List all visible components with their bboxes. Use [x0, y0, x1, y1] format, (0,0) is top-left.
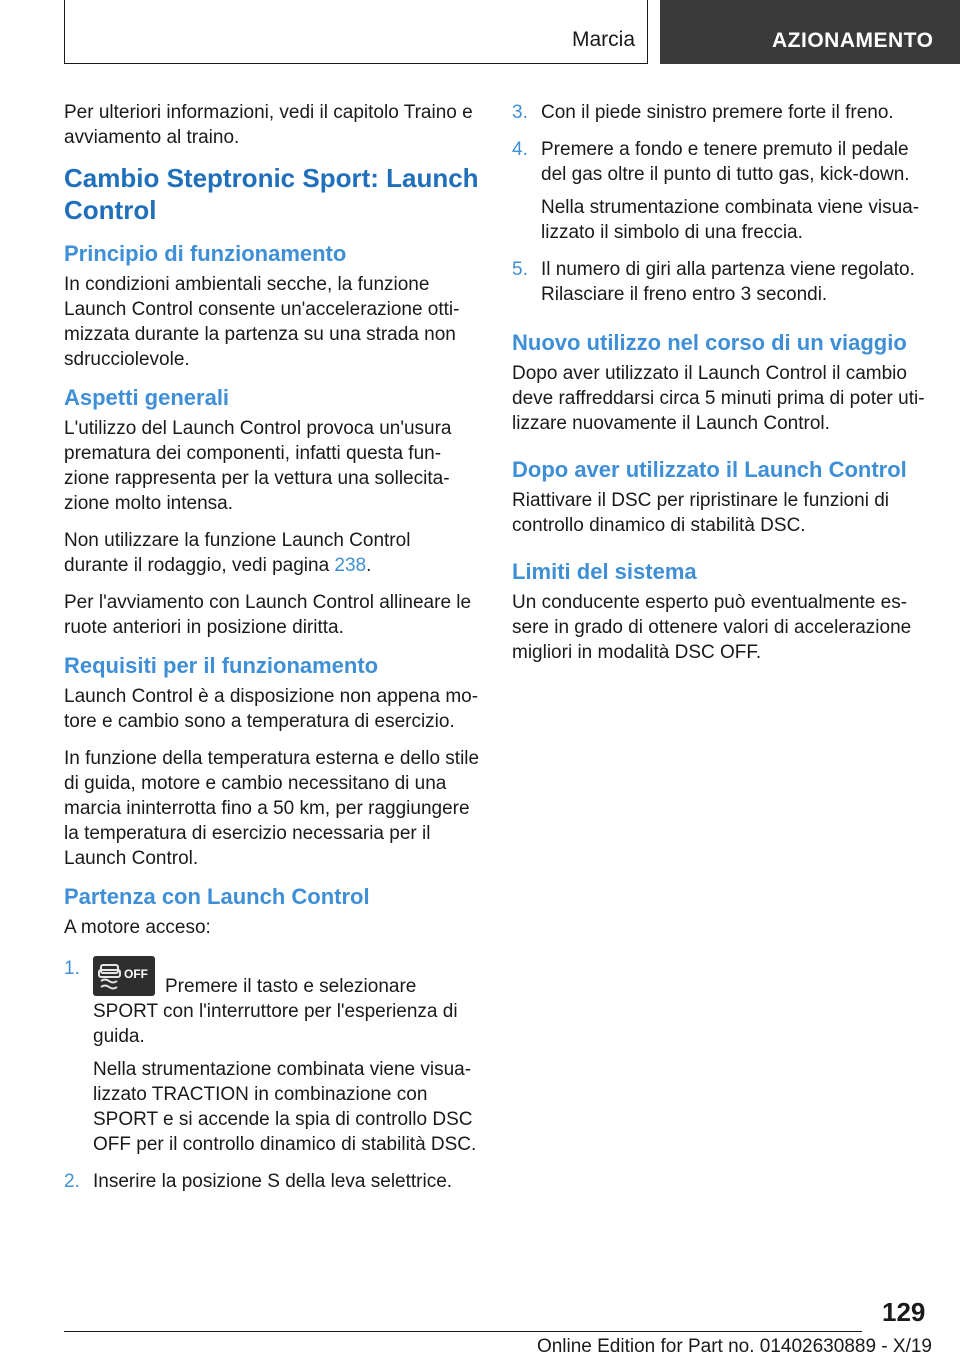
aspetti-p2-text: Non utilizzare la funzione Launch Control durante il rodaggio, vedi pagina — [64, 530, 411, 576]
step-5-text: Il numero di giri alla partenza viene regolato. Rilasciare il freno entro 3 secondi. — [541, 259, 915, 305]
header-section-title: Marcia — [571, 28, 635, 51]
intro-paragraph: Per ulteriori informazioni, vedi il capitolo Traino e avviamento al traino. — [64, 102, 473, 148]
footer-edition: Online Edition for Part no. 01402630889 - X/19 — [536, 1336, 932, 1357]
aspetti-p2-end: . — [366, 555, 372, 576]
header-chapter-tab: AZIONAMENTO — [660, 0, 960, 64]
step-1-number: 1. — [64, 958, 80, 979]
heading-dopo: Dopo aver utilizzato il Launch Control — [512, 457, 907, 482]
step-3-text: Con il piede sinistro premere forte il freno. — [541, 102, 894, 123]
aspetti-p3: Per l'avviamento con Launch Control allineare le ruote anteriori in posizione diritta. — [64, 592, 472, 638]
aspetti-p2 — [64, 528, 480, 578]
step-5 — [512, 257, 928, 307]
step-1-text: Premere il tasto e selezionare SPORT con l'interruttore per l'esperienza di guida. — [93, 976, 458, 1047]
partenza-intro: A motore acceso: — [64, 917, 211, 938]
page-number: 129 — [882, 1297, 926, 1327]
heading-principio: Principio di funzionamento — [64, 241, 347, 266]
step-4-number: 4. — [512, 139, 528, 160]
step-4-text: Premere a fondo e tenere premuto il pedale del gas oltre il punto di tutto gas, kick-down. — [541, 139, 910, 185]
dsc-off-label: OFF — [124, 967, 148, 981]
requisiti-p1: Launch Control è a disposizione non appena motore e cambio sono a temperatura di esercizio. — [64, 686, 479, 732]
dsc-off-button-icon — [93, 956, 155, 996]
header-frame — [64, 0, 648, 64]
requisiti-p2: In funzione della temperatura esterna e dello stile di guida, motore e cambio necessitano di una marcia ininterrotta fino a 50 km, per raggiungere la temperatura di esercizio necessaria per il Launch Control. — [64, 748, 480, 869]
step-1-body — [93, 956, 480, 1157]
heading-partenza: Partenza con Launch Control — [64, 884, 370, 909]
nuovo-text: Dopo aver utilizzato il Launch Control il cambio deve raffreddarsi circa 5 minuti prima di poter utilizzare nuovamente il Launch Control. — [512, 363, 925, 434]
heading-limiti: Limiti del sistema — [512, 559, 697, 584]
left-column — [64, 100, 480, 1206]
step-4-note: Nella strumentazione combinata viene visualizzato il simbolo di una freccia. — [541, 197, 920, 243]
page-reference-link[interactable]: 238 — [334, 555, 367, 576]
step-3-number: 3. — [512, 102, 528, 123]
step-4-body — [541, 137, 928, 245]
step-5-number: 5. — [512, 259, 528, 280]
limiti-text: Un conducente esperto può eventualmente essere in grado di ottenere valori di accelerazione migliori in modalità DSC OFF. — [512, 592, 912, 663]
dopo-text: Riattivare il DSC per ripristinare le funzioni di controllo dinamico di stabilità DSC. — [512, 490, 889, 536]
step-2 — [64, 1169, 480, 1194]
step-4 — [512, 137, 928, 245]
step-1 — [64, 956, 480, 1157]
right-column — [512, 100, 928, 677]
footer-divider — [64, 1331, 862, 1332]
step-2-number: 2. — [64, 1171, 80, 1192]
step-2-text: Inserire la posizione S della leva selettrice. — [93, 1171, 453, 1192]
page-title: Cambio Steptronic Sport: Launch Control — [64, 163, 479, 225]
heading-aspetti: Aspetti generali — [64, 385, 230, 410]
heading-nuovo: Nuovo utilizzo nel corso di un viaggio — [512, 330, 907, 355]
principio-text: In condizioni ambientali secche, la funzione Launch Control consente un'accelerazione ottimizzata durante la partenza su una strada non sdrucciolevole. — [64, 274, 460, 370]
aspetti-p1: L'utilizzo del Launch Control provoca un'usura prematura dei componenti, infatti questa funzione rappresenta per la vettura una sollecitazione molto intensa. — [64, 418, 452, 514]
heading-requisiti: Requisiti per il funzionamento — [64, 653, 379, 678]
step-3 — [512, 100, 928, 125]
step-1-note: Nella strumentazione combinata viene visualizzato TRACTION in combinazione con SPORT e si accende la spia di controllo DSC OFF per il controllo dinamico di stabilità DSC. — [93, 1059, 477, 1155]
